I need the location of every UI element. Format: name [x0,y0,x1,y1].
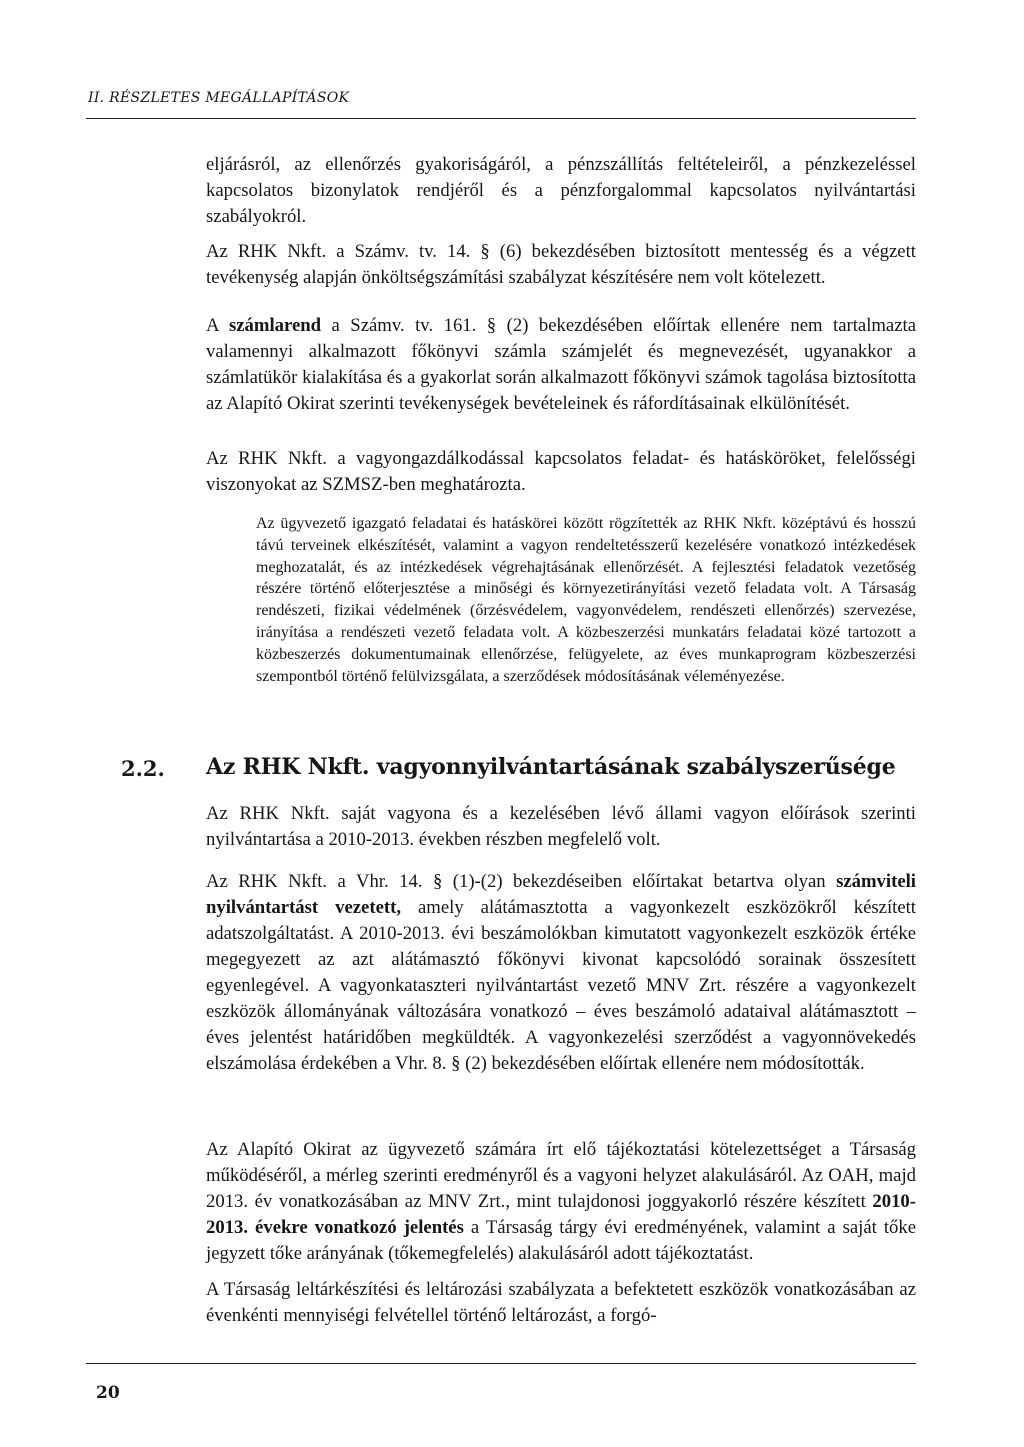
p3-pre: A [206,315,229,336]
p3-post: a Számv. tv. 161. § (2) bekezdésében előírtak ellenére nem tartalmazta valamennyi alkalmazott főkönyvi számla számjelét és megnevezését, ugyanakkor a számlatükör kialakítása és a gyakorlat során alkalmazott főkönyvi számok tagolása biztosította az Alapító Okirat szerinti tevékenységek bevételeinek és ráfordításainak elkülönítését. [206,315,917,414]
paragraph-chart-of-accounts [206,313,916,417]
paragraph-inventory-rules: A Társaság leltárkészítési és leltározási szabályzata a befektetett eszközök vonatkozásában az évenkénti mennyiségi felvétellel történő leltározást, a forgó- [206,1279,916,1326]
s2-post: amely alátámasztotta a vagyonkezelt eszközökről készített adatszolgáltatást. A 2010-2013. évi beszámolókban kimutatott vagyonkezelt eszközök értéke megegyezett az azt alátámasztó főkönyvi kivonat kapcsolódó sorainak összesített egyenlegével. A vagyonkataszteri nyilvántartást vezető MNV Zrt. részére a vagyonkezelt eszközök állományának változására vonatkozó – éves beszámoló adataival alátámasztott – éves jelentést határidőben megküldték. A vagyonkezelési szerződést a vagyonnövekedés elszámolása érdekében a Vhr. 8. § (2) bekezdésében előírtak ellenére nem módosították. [206,897,917,1074]
paragraph-asset-management-roles: Az RHK Nkft. a vagyongazdálkodással kapcsolatos feladat- és hatásköröket, felelősségi viszonyokat az SZMSZ-ben meghatározta. [206,448,916,495]
s2-pre: Az RHK Nkft. a Vhr. 14. § (1)-(2) bekezdéseiben előírtakat betartva olyan [206,871,837,892]
paragraph-asset-register: Az RHK Nkft. saját vagyona és a kezelésében lévő állami vagyon előírások szerinti nyilvántartása a 2010-2013. években részben megfelelő volt. [206,803,916,850]
page-number: 20 [96,1383,120,1403]
footer-rule [86,1363,916,1364]
running-header: II. RÉSZLETES MEGÁLLAPÍTÁSOK [88,90,350,106]
paragraph-cash-handling: eljárásról, az ellenőrzés gyakoriságáról, a pénzszállítás feltételeiről, a pénzkezeléssel kapcsolatos bizonylatok rendjéről és a pénzforgalommal kapcsolatos nyilvántartási szabályokról. [206,154,916,227]
s3-pre: Az Alapító Okirat az ügyvezető számára írt elő tájékoztatási kötelezettséget a Társaság működéséről, a mérleg szerinti eredményről és a vagyoni helyzet alakulásáról. Az OAH, majd 2013. év vonatkozásában az MNV Zrt., mint tulajdonosi joggyakorló részére készített [206,1139,916,1212]
note-paragraph-director-duties: Az ügyvezető igazgató feladatai és hatáskörei között rögzítették az RHK Nkft. középtávú és hosszú távú terveinek elkészítését, valamint a vagyon rendeltetésszerű kezelésére vonatkozó intézkedések meghozatalát, és az intézkedések végrehajtásának ellenőrzését. A fejlesztési feladatok vezetőség részére történő előterjesztése a minőségi és környezetirányítási vezető feladata volt. A Társaság rendészeti, fizikai védelmének (őrzésvédelem, vagyonvédelem, rendészeti ellenőrzés) szervezése, irányítása a rendészeti vezető feladata volt. A közbeszerzési munkatárs feladatai közé tartozott a közbeszerzés dokumentumainak ellenőrzése, felügyelete, az éves munkaprogram közbeszerzési szempontból történő felülvizsgálata, a szerződések módosításának véleményezése. [256,515,916,685]
paragraph-cost-accounting: Az RHK Nkft. a Számv. tv. 14. § (6) bekezdésében biztosított mentesség és a végzett tevékenység alapján önköltségszámítási szabályzat készítésére nem volt kötelezett. [206,241,916,288]
header-rule [86,118,916,119]
s3-bold: 2010-2013. évekre vonatkozó jelentés [206,1191,916,1238]
section-title: Az RHK Nkft. vagyonnyilvántartásának szabályszerűsége [206,754,896,780]
section-number: 2.2. [121,756,165,781]
paragraph-accounting-records [206,869,916,1077]
p3-bold: számlarend [228,315,322,336]
s2-bold: számviteli nyilvántartást vezetett, [206,871,916,918]
paragraph-founding-charter-report [206,1137,916,1267]
s3-post: a Társaság tárgy évi eredményének, valamint a saját tőke jegyzett tőke arányának (tőkemegfelelés) alakulásáról adott tájékoztatást. [206,1217,916,1264]
